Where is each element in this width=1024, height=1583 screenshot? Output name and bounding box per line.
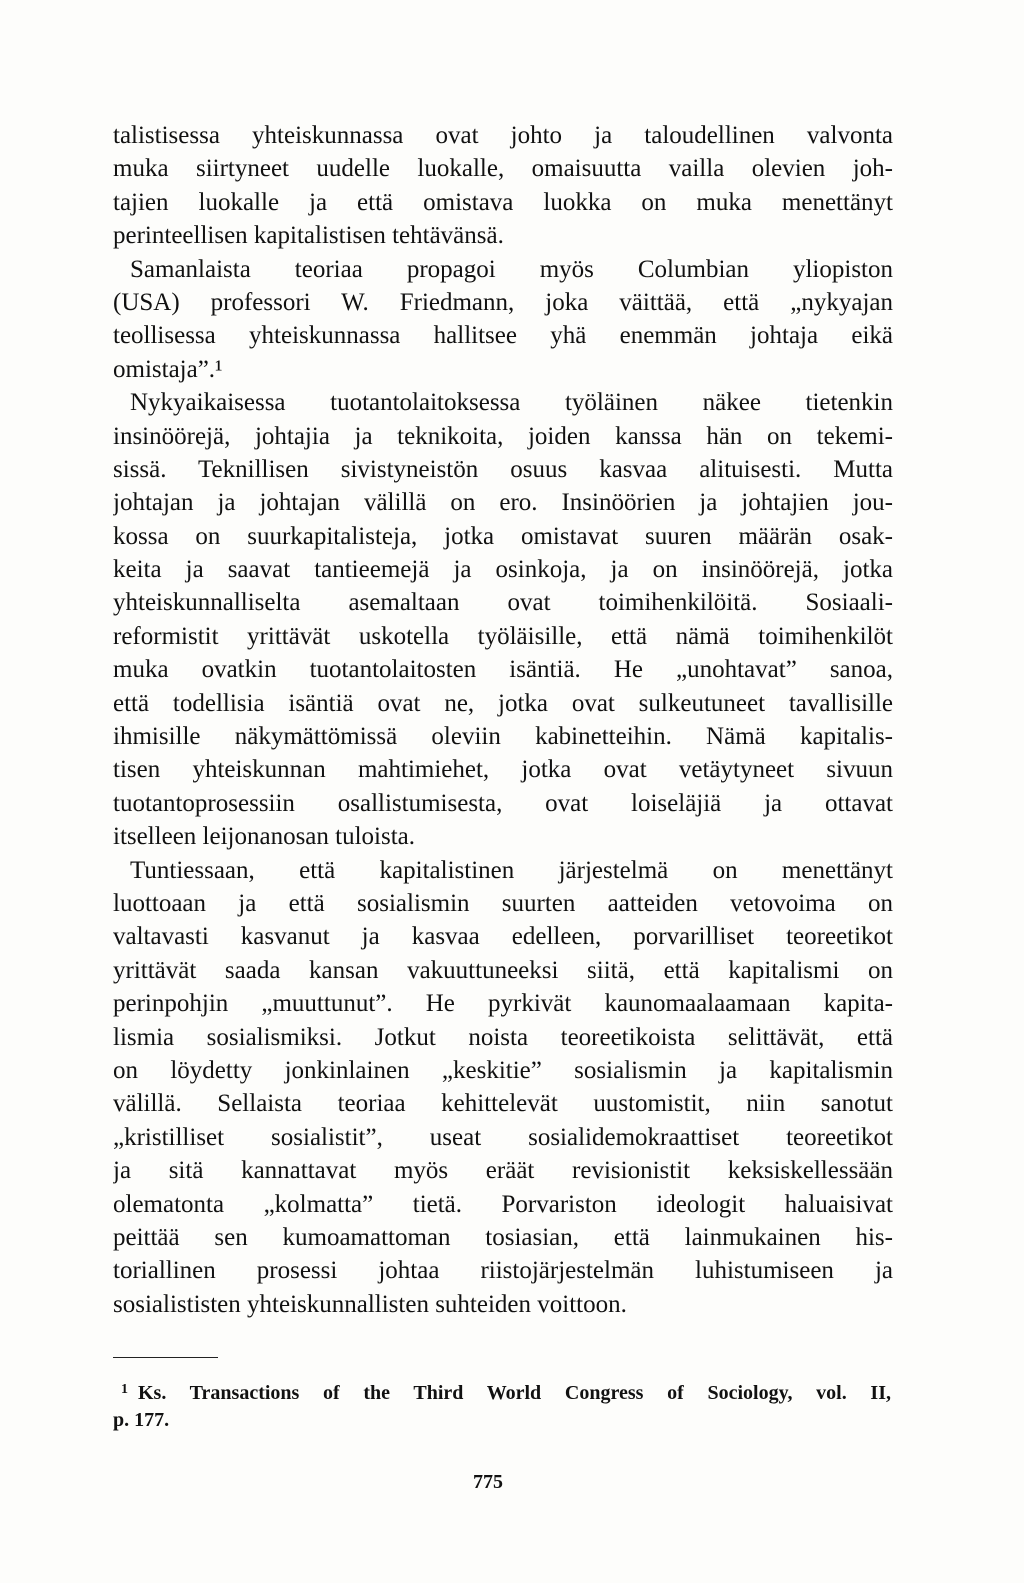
text-line: keita ja saavat tantieemejä ja osinkoja, ja on insinöörejä, jotka xyxy=(113,556,893,584)
text-line: valtavasti kasvanut ja kasvaa edelleen, porvarilliset teoreetikot xyxy=(113,923,893,951)
text-line: ihmisille näkymättömissä oleviin kabinetteihin. Nämä kapitalis- xyxy=(113,723,893,751)
text-line: tisen yhteiskunnan mahtimiehet, jotka ovat vetäytyneet sivuun xyxy=(113,756,893,784)
text-line: muka siirtyneet uudelle luokalle, omaisuutta vailla olevien joh- xyxy=(113,155,893,183)
text-line: kossa on suurkapitalisteja, jotka omistavat suuren määrän osak- xyxy=(113,522,893,550)
text-line: välillä. Sellaista teoriaa kehittelevät uustomistit, niin sanotut xyxy=(113,1090,893,1118)
text-line: sissä. Teknillisen sivistyneistön osuus kasvaa alituisesti. Mutta xyxy=(113,455,893,483)
footnote-text: Ks. Transactions of the Third World Congress of Sociology, vol. II, xyxy=(138,1382,891,1404)
text-line: yrittävät saada kansan vakuuttuneeksi siitä, että kapitalismi on xyxy=(113,956,893,984)
paragraph xyxy=(113,386,893,853)
footnote xyxy=(113,1375,891,1435)
text-line: Tuntiessaan, että kapitalistinen järjestelmä on menettänyt xyxy=(130,856,893,884)
text-line: talistisessa yhteiskunnassa ovat johto ja taloudellinen valvonta xyxy=(113,122,893,149)
text-line: luottoaan ja että sosialismin suurten aatteiden vetovoima on xyxy=(113,889,893,917)
footnote-line: p. 177. xyxy=(113,1409,170,1431)
paragraph-continued xyxy=(113,119,893,253)
text-line: että todellisia isäntiä ovat ne, jotka ovat sulkeutuneet tavallisille xyxy=(113,689,893,717)
text-line: „kristilliset sosialistit”, useat sosialidemokraattiset teoreetikot xyxy=(113,1123,893,1151)
footnote-marker: 1 xyxy=(121,1382,128,1397)
paragraph xyxy=(113,854,893,1321)
text-line: johtajan ja johtajan välillä on ero. Insinöörien ja johtajien jou- xyxy=(113,489,893,517)
text-line: Nykyaikaisessa tuotantolaitoksessa työläinen näkee tietenkin xyxy=(130,389,893,417)
text-line: olematonta „kolmatta” tietä. Porvariston ideologit haluaisivat xyxy=(113,1190,893,1218)
paragraph xyxy=(113,253,893,387)
body-text xyxy=(113,119,893,1321)
footnote-separator xyxy=(113,1357,218,1358)
text-line: yhteiskunnalliselta asemaltaan ovat toimihenkilöitä. Sosiaali- xyxy=(113,589,893,617)
text-line: perinpohjin „muuttunut”. He pyrkivät kaunomaalaamaan kapita- xyxy=(113,990,893,1018)
text-line: muka ovatkin tuotantolaitosten isäntiä. He „unohtavat” sanoa, xyxy=(113,656,893,684)
text-line: Samanlaista teoriaa propagoi myös Columbian yliopiston xyxy=(130,255,893,283)
footnote-line xyxy=(113,1375,891,1405)
text-line: teollisessa yhteiskunnassa hallitsee yhä enemmän johtaja eikä xyxy=(113,322,893,350)
page-number: 775 xyxy=(473,1471,503,1493)
text-line: (USA) professori W. Friedmann, joka väittää, että „nykyajan xyxy=(113,288,893,316)
text-line: tajien luokalle ja että omistava luokka on muka menettänyt xyxy=(113,188,893,216)
text-line: peittää sen kumoamattoman tosiasian, että lainmukainen his- xyxy=(113,1223,893,1251)
text-line: itselleen leijonanosan tuloista. xyxy=(113,823,416,851)
text-line: insinöörejä, johtajia ja teknikoita, joiden kanssa hän on tekemi- xyxy=(113,422,893,450)
text-line: omistaja”.¹ xyxy=(113,355,223,383)
text-line: sosialististen yhteiskunnallisten suhteiden voittoon. xyxy=(113,1290,627,1318)
text-line: tuotantoprosessiin osallistumisesta, ovat loiseläjiä ja ottavat xyxy=(113,789,893,817)
text-line: toriallinen prosessi johtaa riistojärjestelmän luhistumiseen ja xyxy=(113,1257,893,1285)
text-line: perinteellisen kapitalistisen tehtävänsä. xyxy=(113,222,504,250)
text-line: lismia sosialismiksi. Jotkut noista teoreetikoista selittävät, että xyxy=(113,1023,893,1051)
text-line: on löydetty jonkinlainen „keskitie” sosialismin ja kapitalismin xyxy=(113,1056,893,1084)
text-line: reformistit yrittävät uskotella työläisille, että nämä toimihenkilöt xyxy=(113,622,893,650)
text-line: ja sitä kannattavat myös eräät revisionistit keksiskellessään xyxy=(113,1157,893,1185)
